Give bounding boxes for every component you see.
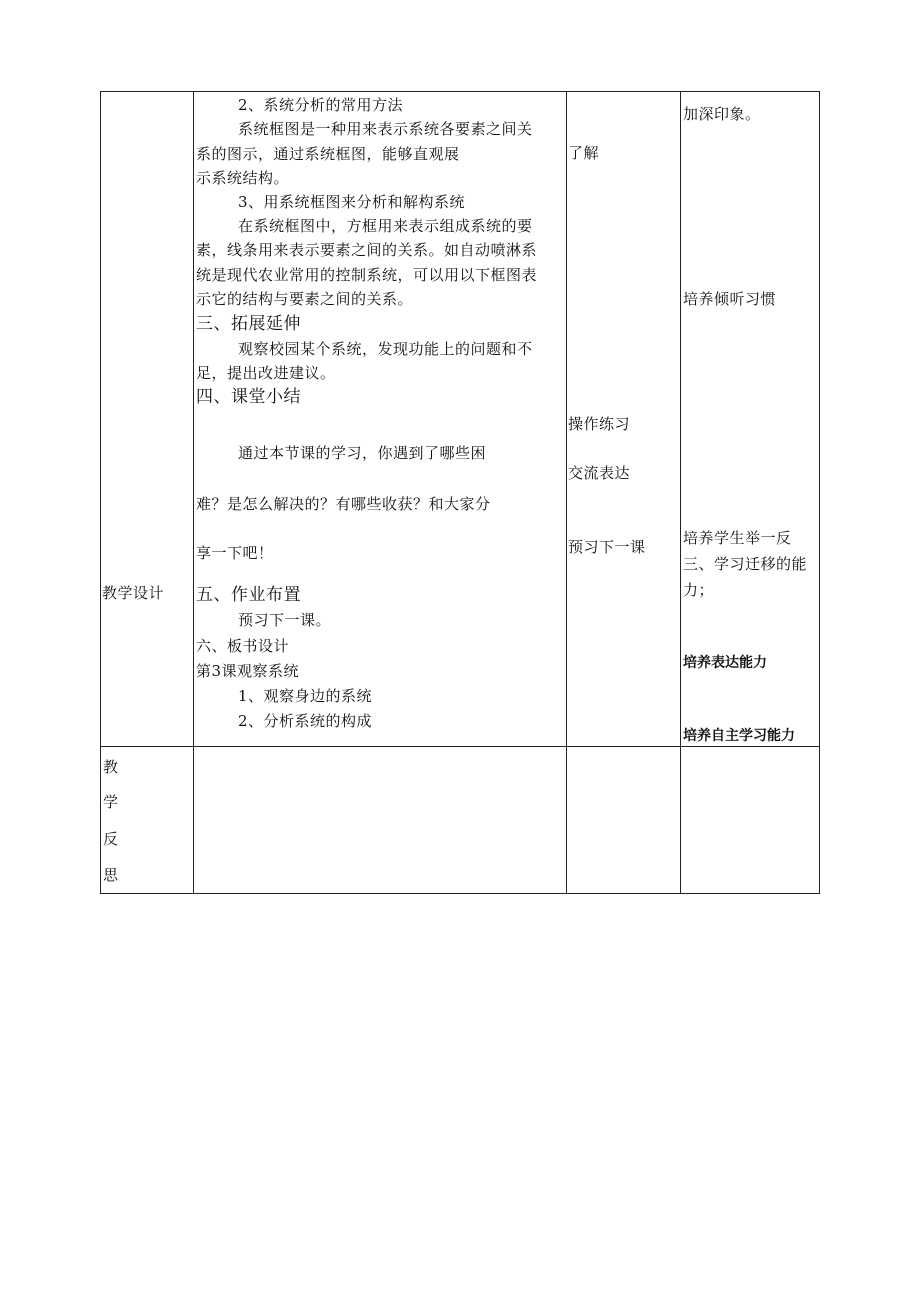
table-col-divider-1 [193,91,194,894]
reflection-label-char: 思 [103,866,119,884]
content-line: 第3课观察系统 [196,662,300,680]
content-line: 在系统框图中，方框用来表示组成系统的要 [238,217,533,235]
table-col-divider-3 [680,91,681,894]
reflection-label-char: 学 [103,793,119,811]
content-line: 2、分析系统的构成 [238,712,373,730]
reflection-label-char: 反 [103,830,119,848]
design-intent: 培养学生举一反 [683,529,792,547]
design-intent: 加深印象。 [683,105,761,123]
section-heading: 六、板书设计 [196,637,290,655]
content-line: 预习下一课。 [238,611,332,629]
section-heading: 三、拓展延伸 [196,314,301,334]
design-intent: 培养自主学习能力 [683,728,795,744]
content-line: 素，线条用来表示要素之间的关系。如自动喷淋系 [196,241,538,259]
content-line: 通过本节课的学习，你遇到了哪些困 [238,444,487,462]
content-line: 享一下吧！ [196,544,274,562]
content-line: 系统框图是一种用来表示系统各要素之间关 [238,120,533,138]
table-row-divider [100,746,820,747]
design-intent: 培养倾听习惯 [683,290,777,308]
student-activity: 预习下一课 [568,538,646,556]
student-activity: 操作练习 [568,415,631,433]
content-line: 统是现代农业常用的控制系统，可以用以下框图表 [196,266,538,284]
content-line: 示它的结构与要素之间的关系。 [196,290,414,308]
content-line: 观察校园某个系统，发现功能上的问题和不 [238,340,533,358]
content-line: 1、观察身边的系统 [238,687,373,705]
reflection-label-char: 教 [103,758,119,776]
table-col-divider-2 [566,91,567,894]
section-heading: 四、课堂小结 [196,387,301,407]
content-line: 示系统结构。 [196,169,290,187]
table-border-left [100,91,101,894]
table-border-top [100,91,820,92]
content-line: 系的图示，通过系统框图，能够直观展 [196,145,460,163]
section-heading: 五、作业布置 [196,585,301,605]
content-line: 足，提出改进建议。 [196,364,336,382]
content-line: 3、用系统框图来分析和解构系统 [238,193,466,211]
student-activity: 了解 [568,144,600,162]
design-intent: 三、学习迁移的能 [683,555,808,573]
table-border-right [819,91,820,894]
design-intent: 力； [683,581,715,599]
design-intent: 培养表达能力 [683,655,767,671]
row-label-teaching-design: 教学设计 [102,584,165,602]
content-line: 2、系统分析的常用方法 [238,96,404,114]
student-activity: 交流表达 [568,464,631,482]
content-line: 难？是怎么解决的？有哪些收获？和大家分 [196,495,491,513]
table-border-bottom [100,893,820,894]
